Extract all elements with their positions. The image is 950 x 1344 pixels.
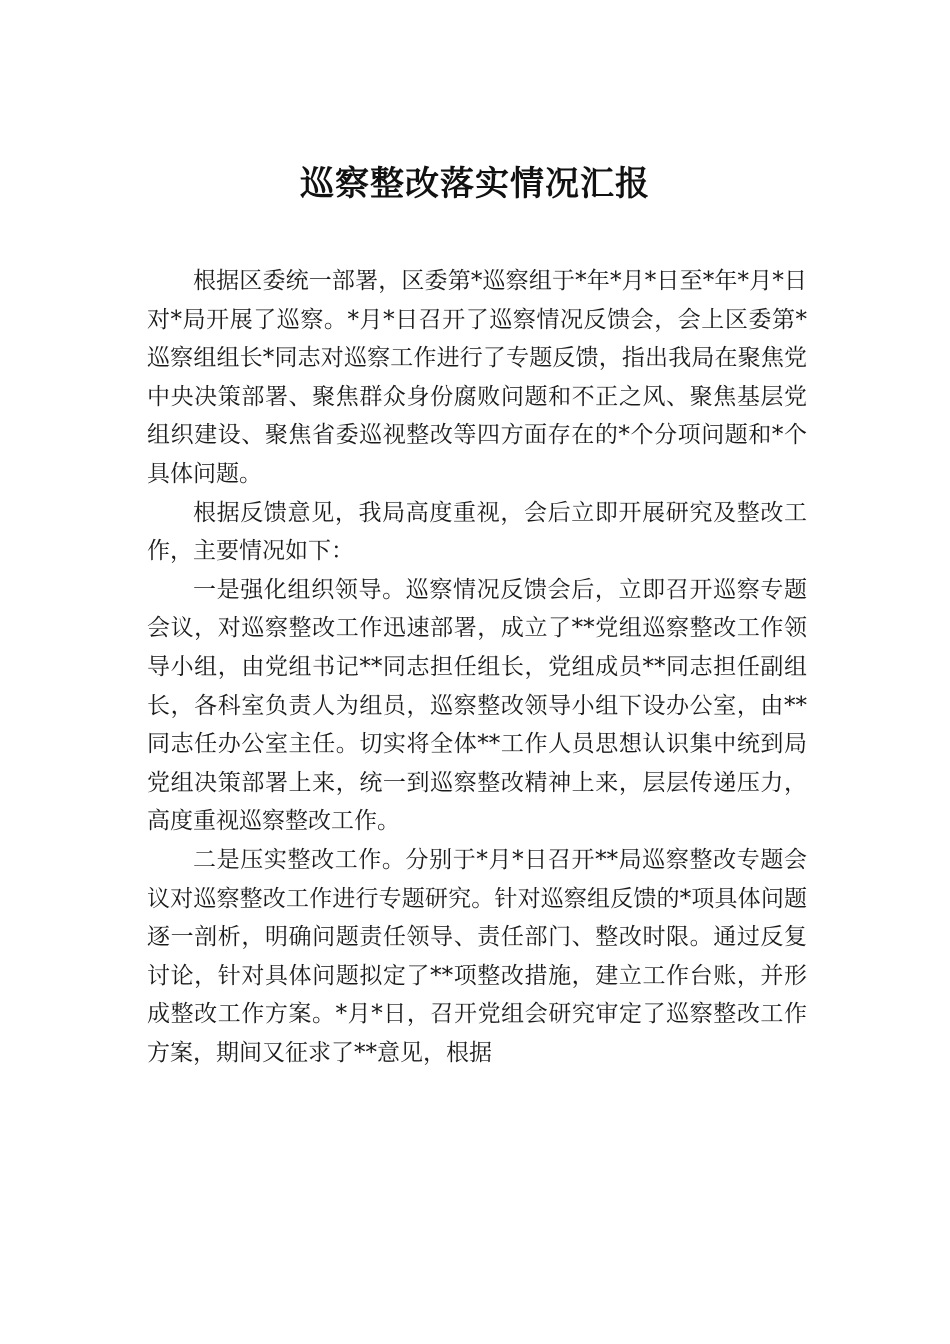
paragraph-organization: 一是强化组织领导。巡察情况反馈会后，立即召开巡察专题会议，对巡察整改工作迅速部署，成立了**党组巡察整改工作领导小组，由党组书记**同志担任组长，党组成员**同志担任副组长，各科室负责人为组员，巡察整改领导小组下设办公室，由**同志任办公室主任。切实将全体**工作人员思想认识集中统到局党组决策部署上来，统一到巡察整改精神上来，层层传递压力，高度重视巡察整改工作。 xyxy=(147,576,807,835)
document-title: 巡察整改落实情况汇报 xyxy=(300,164,650,204)
paragraph-rectification: 二是压实整改工作。分别于*月*日召开**局巡察整改专题会议对巡察整改工作进行专题研究。针对巡察组反馈的*项具体问题逐一剖析，明确问题责任领导、责任部门、整改时限。通过反复讨论，针对具体问题拟定了**项整改措施，建立工作台账，并形成整改工作方案。*月*日，召开党组会研究审定了巡察整改工作方案，期间又征求了**意见，根据 xyxy=(147,846,807,1066)
paragraph-intro: 根据区委统一部署，区委第*巡察组于*年*月*日至*年*月*日对*局开展了巡察。*月*日召开了巡察情况反馈会，会上区委第*巡察组组长*同志对巡察工作进行了专题反馈，指出我局在聚焦党中央决策部署、聚焦群众身份腐败问题和不正之风、聚焦基层党组织建设、聚焦省委巡视整改等四方面存在的*个分项问题和*个具体问题。 xyxy=(147,268,807,487)
document-body xyxy=(147,262,807,1072)
paragraph-response: 根据反馈意见，我局高度重视，会后立即开展研究及整改工作，主要情况如下： xyxy=(147,499,807,565)
